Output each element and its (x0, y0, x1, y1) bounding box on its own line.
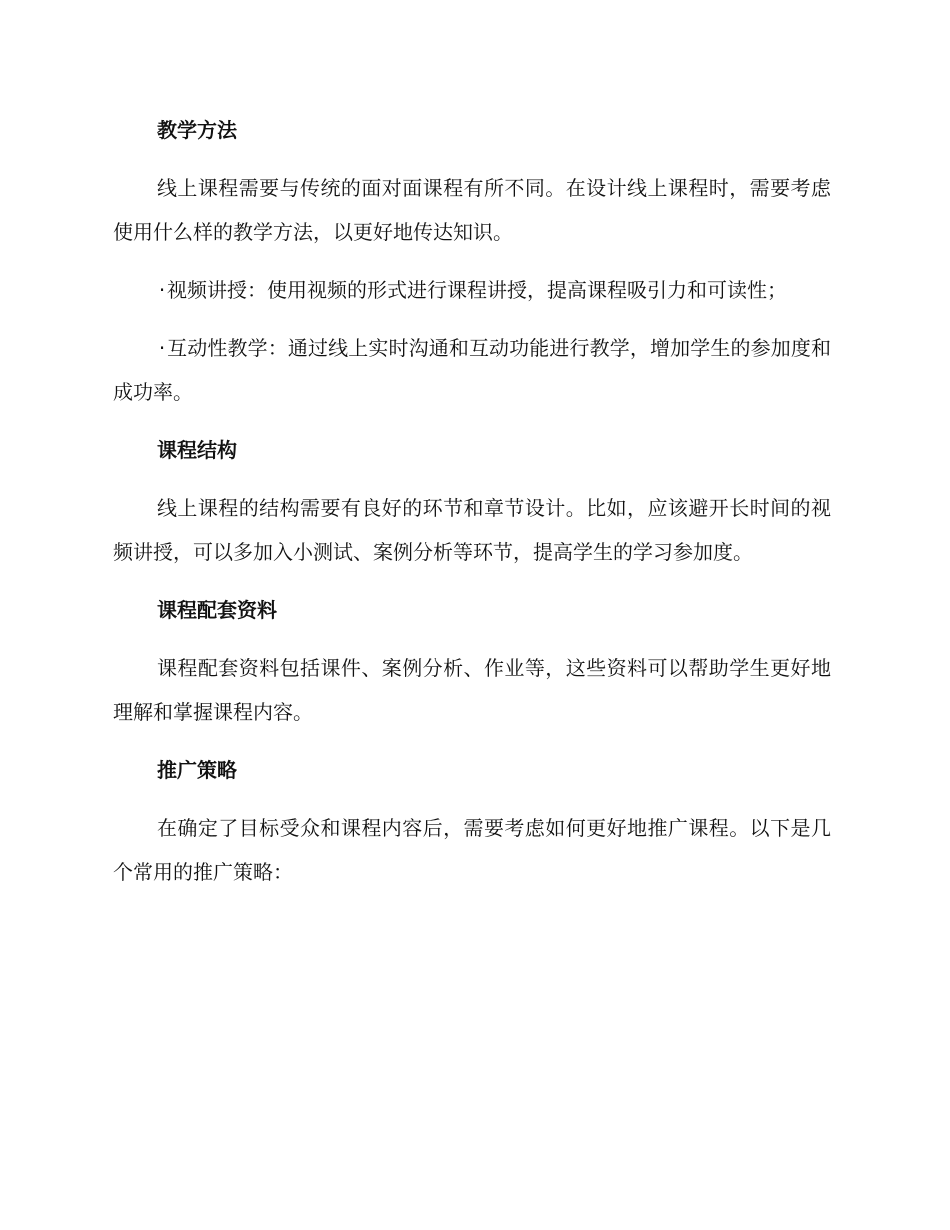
section-heading-teaching-methods: 教学方法 (157, 118, 237, 142)
paragraph-course-materials: 课程配套资料包括课件、案例分析、作业等，这些资料可以帮助学生更好地理解和掌握课程内容。 (113, 656, 831, 724)
bullet-text: 视频讲授：使用视频的形式进行课程讲授，提高课程吸引力和可读性； (167, 278, 787, 302)
bullet-marker: · (158, 336, 166, 360)
paragraph-course-structure: 线上课程的结构需要有良好的环节和章节设计。比如，应该避开长时间的视频讲授，可以多加入小测试、案例分析等环节，提高学生的学习参加度。 (113, 496, 831, 564)
section-heading-course-materials: 课程配套资料 (157, 598, 277, 622)
paragraph-promotion-strategy: 在确定了目标受众和课程内容后，需要考虑如何更好地推广课程。以下是几个常用的推广策略： (113, 816, 831, 884)
section-heading-course-structure: 课程结构 (157, 438, 237, 462)
bullet-interactive-teaching (113, 326, 831, 414)
paragraph-teaching-methods: 线上课程需要与传统的面对面课程有所不同。在设计线上课程时，需要考虑使用什么样的教学方法，以更好地传达知识。 (113, 176, 831, 244)
section-heading-promotion-strategy: 推广策略 (157, 758, 237, 782)
bullet-video-lecture (113, 268, 831, 312)
bullet-text: 互动性教学：通过线上实时沟通和互动功能进行教学，增加学生的参加度和成功率。 (113, 336, 831, 404)
bullet-marker: · (158, 278, 166, 302)
document-body (113, 108, 831, 908)
